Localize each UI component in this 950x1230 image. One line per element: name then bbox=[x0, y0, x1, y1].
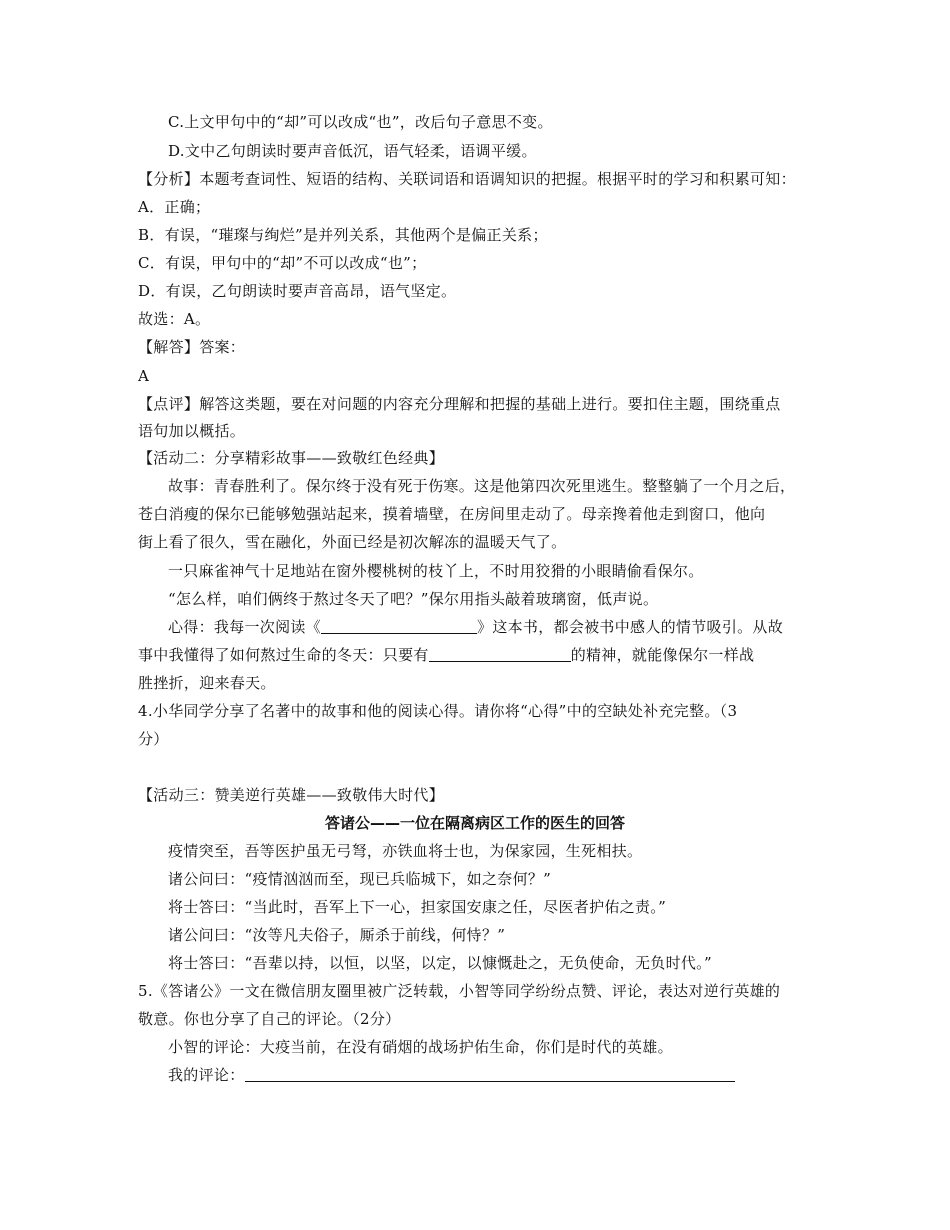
option-c: C.上文甲句中的“却”可以改成“也”，改后句子意思不变。 bbox=[168, 113, 553, 131]
book-title-blank[interactable] bbox=[321, 617, 477, 634]
comment-line1: 【点评】解答这类题，要在对问题的内容充分理解和把握的基础上进行。要扣住主题，围绕重点 bbox=[138, 395, 781, 413]
analysis-c: C．有误，甲句中的“却”不可以改成“也”； bbox=[138, 254, 427, 272]
xinde-text-a: 心得：我每一次阅读《 bbox=[168, 618, 322, 636]
answer-value: A bbox=[138, 367, 150, 385]
analysis-b: B．有误，“璀璨与绚烂”是并列关系，其他两个是偏正关系； bbox=[138, 226, 548, 244]
poem-line1: 疫情突至，吾等医护虽无弓弩，亦铁血将士也，为保家园，生死相扶。 bbox=[168, 842, 643, 860]
question4-line1: 4.小华同学分享了名著中的故事和他的阅读心得。请你将“心得”中的空缺处补充完整。（3 bbox=[138, 702, 738, 720]
analysis-intro: 【分析】本题考查词性、短语的结构、关联词语和语调知识的把握。根据平时的学习和积累可知： bbox=[138, 170, 796, 188]
xinde-text-b: 》这本书，都会被书中感人的情节吸引。从故 bbox=[477, 618, 784, 636]
answer-label: 【解答】答案： bbox=[138, 338, 246, 356]
question5-line1: 5.《答诸公》一文在微信朋友圈里被广泛转载，小智等同学纷纷点赞、评论，表达对逆行英雄的 bbox=[138, 982, 781, 1000]
spirit-blank[interactable] bbox=[429, 645, 571, 662]
analysis-choice: 故选：A。 bbox=[138, 310, 211, 328]
xinde-line1 bbox=[168, 617, 783, 637]
question4-line2: 分） bbox=[138, 730, 169, 748]
my-comment-label: 我的评论： bbox=[168, 1066, 245, 1084]
story-line1: 故事：青春胜利了。保尔终于没有死于伤寒。这是他第四次死里逃生。整整躺了一个月之后， bbox=[168, 477, 796, 495]
xinde-line3: 胜挫折，迎来春天。 bbox=[138, 674, 276, 692]
xinde-text-d: 的精神，就能像保尔一样战 bbox=[570, 646, 755, 664]
analysis-d: D．有误，乙句朗读时要声音高昂，语气坚定。 bbox=[138, 282, 457, 300]
my-comment-line bbox=[168, 1065, 735, 1085]
my-comment-blank[interactable] bbox=[245, 1065, 735, 1082]
xinde-line2 bbox=[138, 645, 754, 665]
poem-title: 答诸公——一位在隔离病区工作的医生的回答 bbox=[324, 814, 625, 832]
story-line4: 一只麻雀神气十足地站在窗外樱桃树的枝丫上，不时用狡猾的小眼睛偷看保尔。 bbox=[168, 562, 704, 580]
activity3-heading: 【活动三：赞美逆行英雄——致敬伟大时代】 bbox=[138, 786, 445, 804]
activity2-heading: 【活动二：分享精彩故事——致敬红色经典】 bbox=[138, 449, 445, 467]
poem-line4: 诸公问曰：“汝等凡夫俗子，厮杀于前线，何恃？” bbox=[168, 926, 506, 944]
xiaozhi-comment: 小智的评论：大疫当前，在没有硝烟的战场护佑生命，你们是时代的英雄。 bbox=[168, 1038, 673, 1056]
poem-line2: 诸公问曰：“疫情汹汹而至，现已兵临城下，如之奈何？” bbox=[168, 870, 552, 888]
story-line2: 苍白消瘦的保尔已能够勉强站起来，摸着墙壁，在房间里走动了。母亲搀着他走到窗口，他向 bbox=[138, 505, 766, 523]
option-d: D.文中乙句朗读时要声音低沉，语气轻柔，语调平缓。 bbox=[168, 142, 537, 160]
analysis-a: A．正确； bbox=[138, 198, 211, 216]
story-line5: “怎么样，咱们俩终于熬过冬天了吧？”保尔用指头敲着玻璃窗，低声说。 bbox=[168, 590, 659, 608]
xinde-text-c: 事中我懂得了如何熬过生命的冬天：只要有 bbox=[138, 646, 429, 664]
question5-line2: 敬意。你也分享了自己的评论。（2分） bbox=[138, 1010, 401, 1028]
poem-line5: 将士答曰：“吾辈以持，以恒，以坚，以定，以慷慨赴之，无负使命，无负时代。” bbox=[168, 954, 712, 972]
poem-line3: 将士答曰：“当此时，吾军上下一心，担家国安康之任，尽医者护佑之责。” bbox=[168, 898, 667, 916]
comment-line2: 语句加以概括。 bbox=[138, 422, 246, 440]
story-line3: 街上看了很久，雪在融化，外面已经是初次解冻的温暖天气了。 bbox=[138, 533, 567, 551]
